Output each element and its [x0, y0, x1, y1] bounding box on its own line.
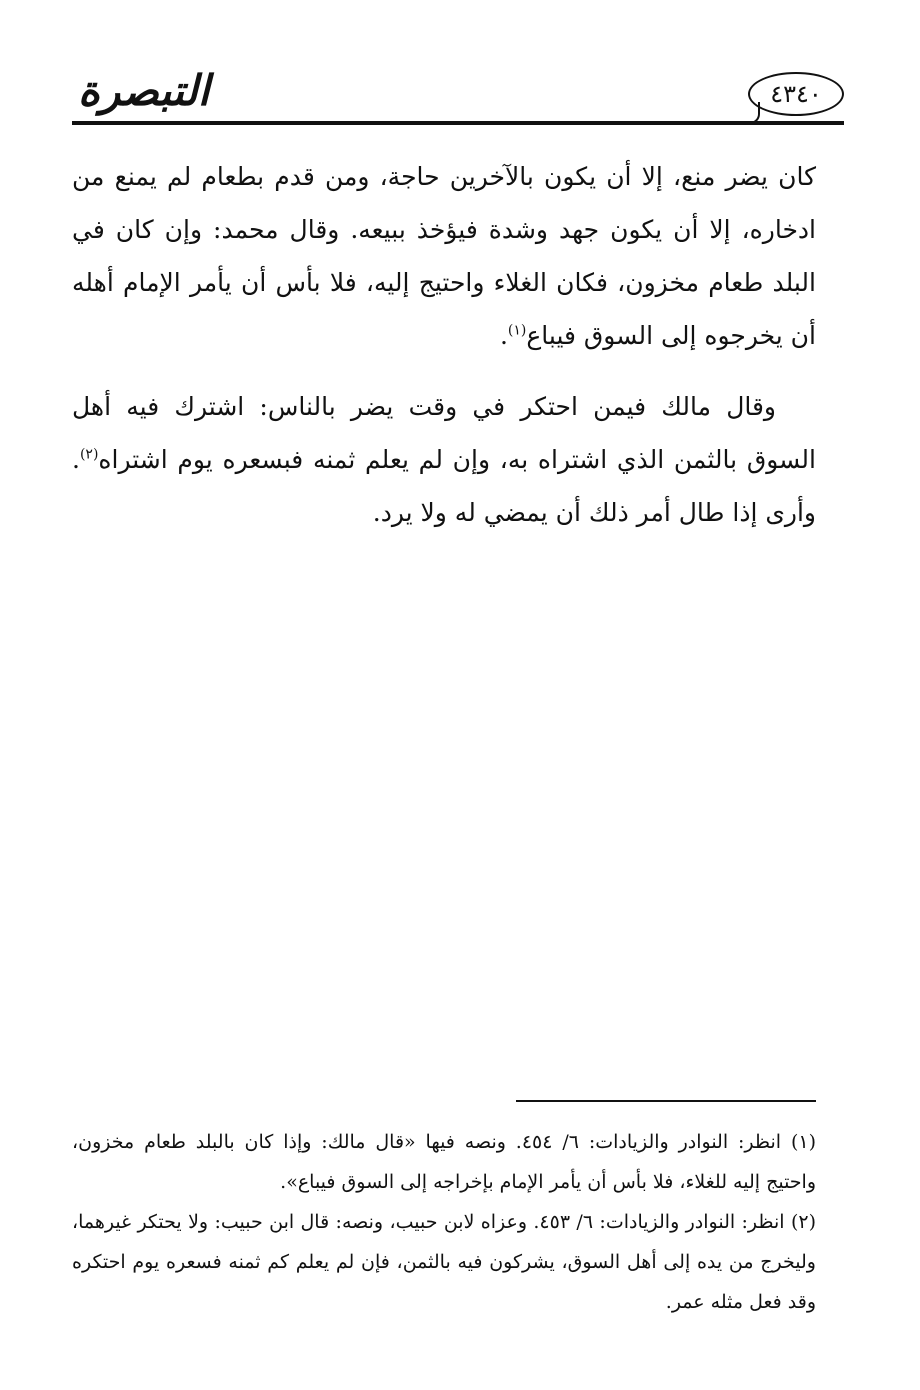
header-rule [72, 121, 844, 125]
page-number: ٤٣٤٠ [770, 80, 822, 108]
footnote-ref-1: (١) [507, 322, 527, 339]
paragraph-2 [72, 380, 816, 539]
paragraph-2-text-b: . وأرى إذا طال أمر ذلك أن يمضي له ولا يرد. [72, 445, 816, 527]
footnote-1-marker: (١) [790, 1131, 816, 1153]
footnotes [72, 1122, 816, 1322]
paragraph-1 [72, 150, 816, 362]
footnote-ref-2: (٢) [79, 446, 99, 463]
footnote-2-marker: (٢) [790, 1211, 816, 1233]
footnote-2-text: انظر: النوادر والزيادات: ٦/ ٤٥٣. وعزاه لابن حبيب، ونصه: قال ابن حبيب: ولا يحتكر غيرهما، وليخرج من يده إلى أهل السوق، يشركون فيه بالثمن، فإن لم يعلم كم ثمنه فسعره يوم احتكره وقد فعل مثله عمر. [72, 1211, 816, 1313]
page-number-badge [748, 72, 844, 116]
book-title: التبصرة [78, 66, 210, 115]
paragraph-2-text-a: وقال مالك فيمن احتكر في وقت يضر بالناس: اشترك فيه أهل السوق بالثمن الذي اشتراه به، وإن لم يعلم ثمنه فبسعره يوم اشتراه [72, 392, 816, 474]
paragraph-1-end: . [499, 321, 508, 350]
footnote-2 [72, 1202, 816, 1322]
paragraph-1-text: كان يضر منع، إلا أن يكون بالآخرين حاجة، ومن قدم بطعام لم يمنع من ادخاره، إلا أن يكون جهد وشدة فيؤخذ ببيعه. وقال محمد: وإن كان في البلد طعام مخزون، فكان الغلاء واحتيج إليه، فلا بأس أن يأمر الإمام أهله أن يخرجوه إلى السوق فيباع [72, 162, 816, 350]
footnote-1 [72, 1122, 816, 1202]
main-text [72, 150, 816, 539]
footnote-separator [516, 1100, 816, 1102]
page-header [72, 62, 844, 126]
footnote-1-text: انظر: النوادر والزيادات: ٦/ ٤٥٤. ونصه فيها «قال مالك: وإذا كان بالبلد طعام مخزون، واحتيج إليه للغلاء، فلا بأس أن يأمر الإمام بإخراجه إلى السوق فيباع». [72, 1131, 816, 1193]
